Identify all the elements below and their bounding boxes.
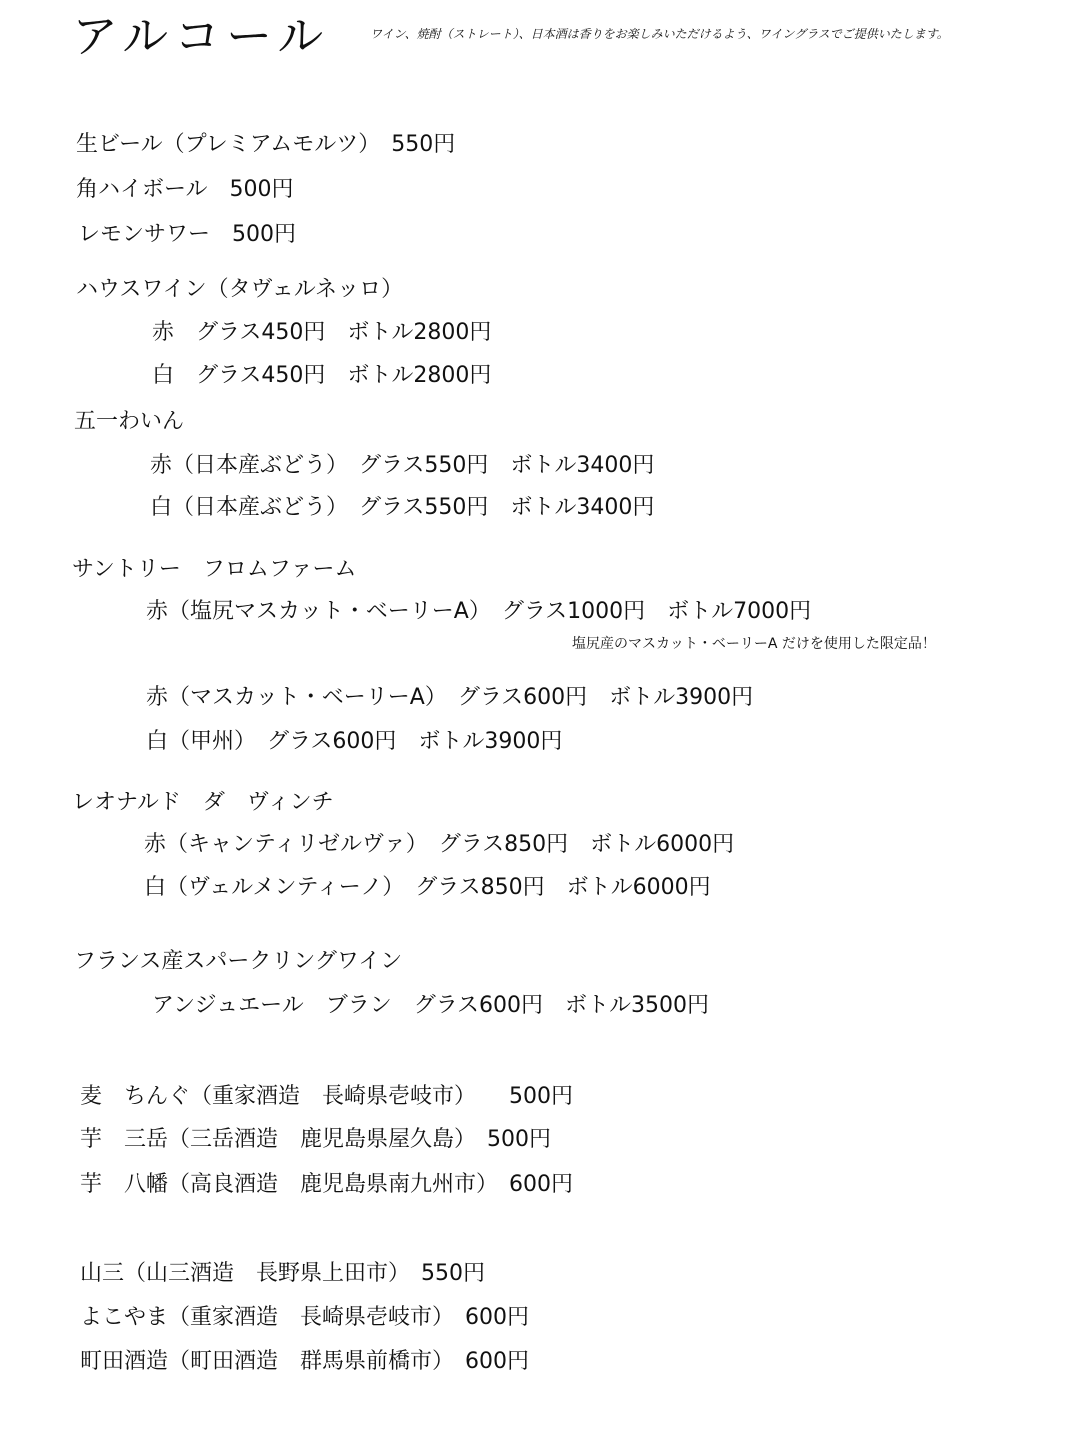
menu-item-sake-machida: 町田酒造（町田酒造 群馬県前橋市） 600円 <box>80 1349 529 1374</box>
menu-item-house-wine-white: 白 グラス450円 ボトル2800円 <box>152 363 492 388</box>
section-header-leonardo: レオナルド ダ ヴィンチ <box>72 790 334 815</box>
menu-item-shochu-hachiman: 芋 八幡（高良酒造 鹿児島県南九州市） 600円 <box>80 1172 573 1197</box>
menu-item-suntory-shiojiri-red: 赤（塩尻マスカット・ベーリーA） グラス1000円 ボトル7000円 <box>146 599 812 624</box>
menu-item-house-wine-red: 赤 グラス450円 ボトル2800円 <box>152 320 492 345</box>
menu-item-highball: 角ハイボール 500円 <box>76 177 294 202</box>
menu-item-leonardo-white: 白（ヴェルメンティーノ） グラス850円 ボトル6000円 <box>144 875 711 900</box>
menu-item-shochu-chingu: 麦 ちんぐ（重家酒造 長崎県壱岐市） 500円 <box>80 1084 573 1109</box>
menu-item-shochu-mitake: 芋 三岳（三岳酒造 鹿児島県屋久島） 500円 <box>80 1127 551 1152</box>
menu-item-goichi-white: 白（日本産ぶどう） グラス550円 ボトル3400円 <box>150 495 655 520</box>
menu-item-note: 塩尻産のマスカット・ベーリーA だけを使用した限定品！ <box>572 636 936 652</box>
section-header-house-wine: ハウスワイン（タヴェルネッロ） <box>76 277 404 302</box>
menu-item-leonardo-red: 赤（キャンティリゼルヴァ） グラス850円 ボトル6000円 <box>144 832 735 857</box>
menu-item-sake-yamasan: 山三（山三酒造 長野県上田市） 550円 <box>80 1261 485 1286</box>
menu-item-sake-yokoyama: よこやま（重家酒造 長崎県壱岐市） 600円 <box>80 1305 529 1330</box>
page-subtitle: ワイン、焼酎（ストレート）、日本酒は香りをお楽しみいただけるよう、ワイングラスでご提供いたします。 <box>370 27 949 41</box>
menu-item-suntory-red: 赤（マスカット・ベーリーA） グラス600円 ボトル3900円 <box>146 685 754 710</box>
menu-item-lemon-sour: レモンサワー 500円 <box>78 222 296 247</box>
menu-item-draft-beer: 生ビール（プレミアムモルツ） 550円 <box>76 132 456 157</box>
menu-item-suntory-white: 白（甲州） グラス600円 ボトル3900円 <box>146 729 563 754</box>
section-header-suntory: サントリー フロムファーム <box>72 557 357 582</box>
section-header-goichi-wine: 五一わいん <box>74 409 185 434</box>
page-title: アルコール <box>72 9 330 63</box>
menu-item-goichi-red: 赤（日本産ぶどう） グラス550円 ボトル3400円 <box>150 453 655 478</box>
menu-item-sparkling: アンジュエール ブラン グラス600円 ボトル3500円 <box>152 993 710 1018</box>
section-header-sparkling: フランス産スパークリングワイン <box>74 949 403 974</box>
